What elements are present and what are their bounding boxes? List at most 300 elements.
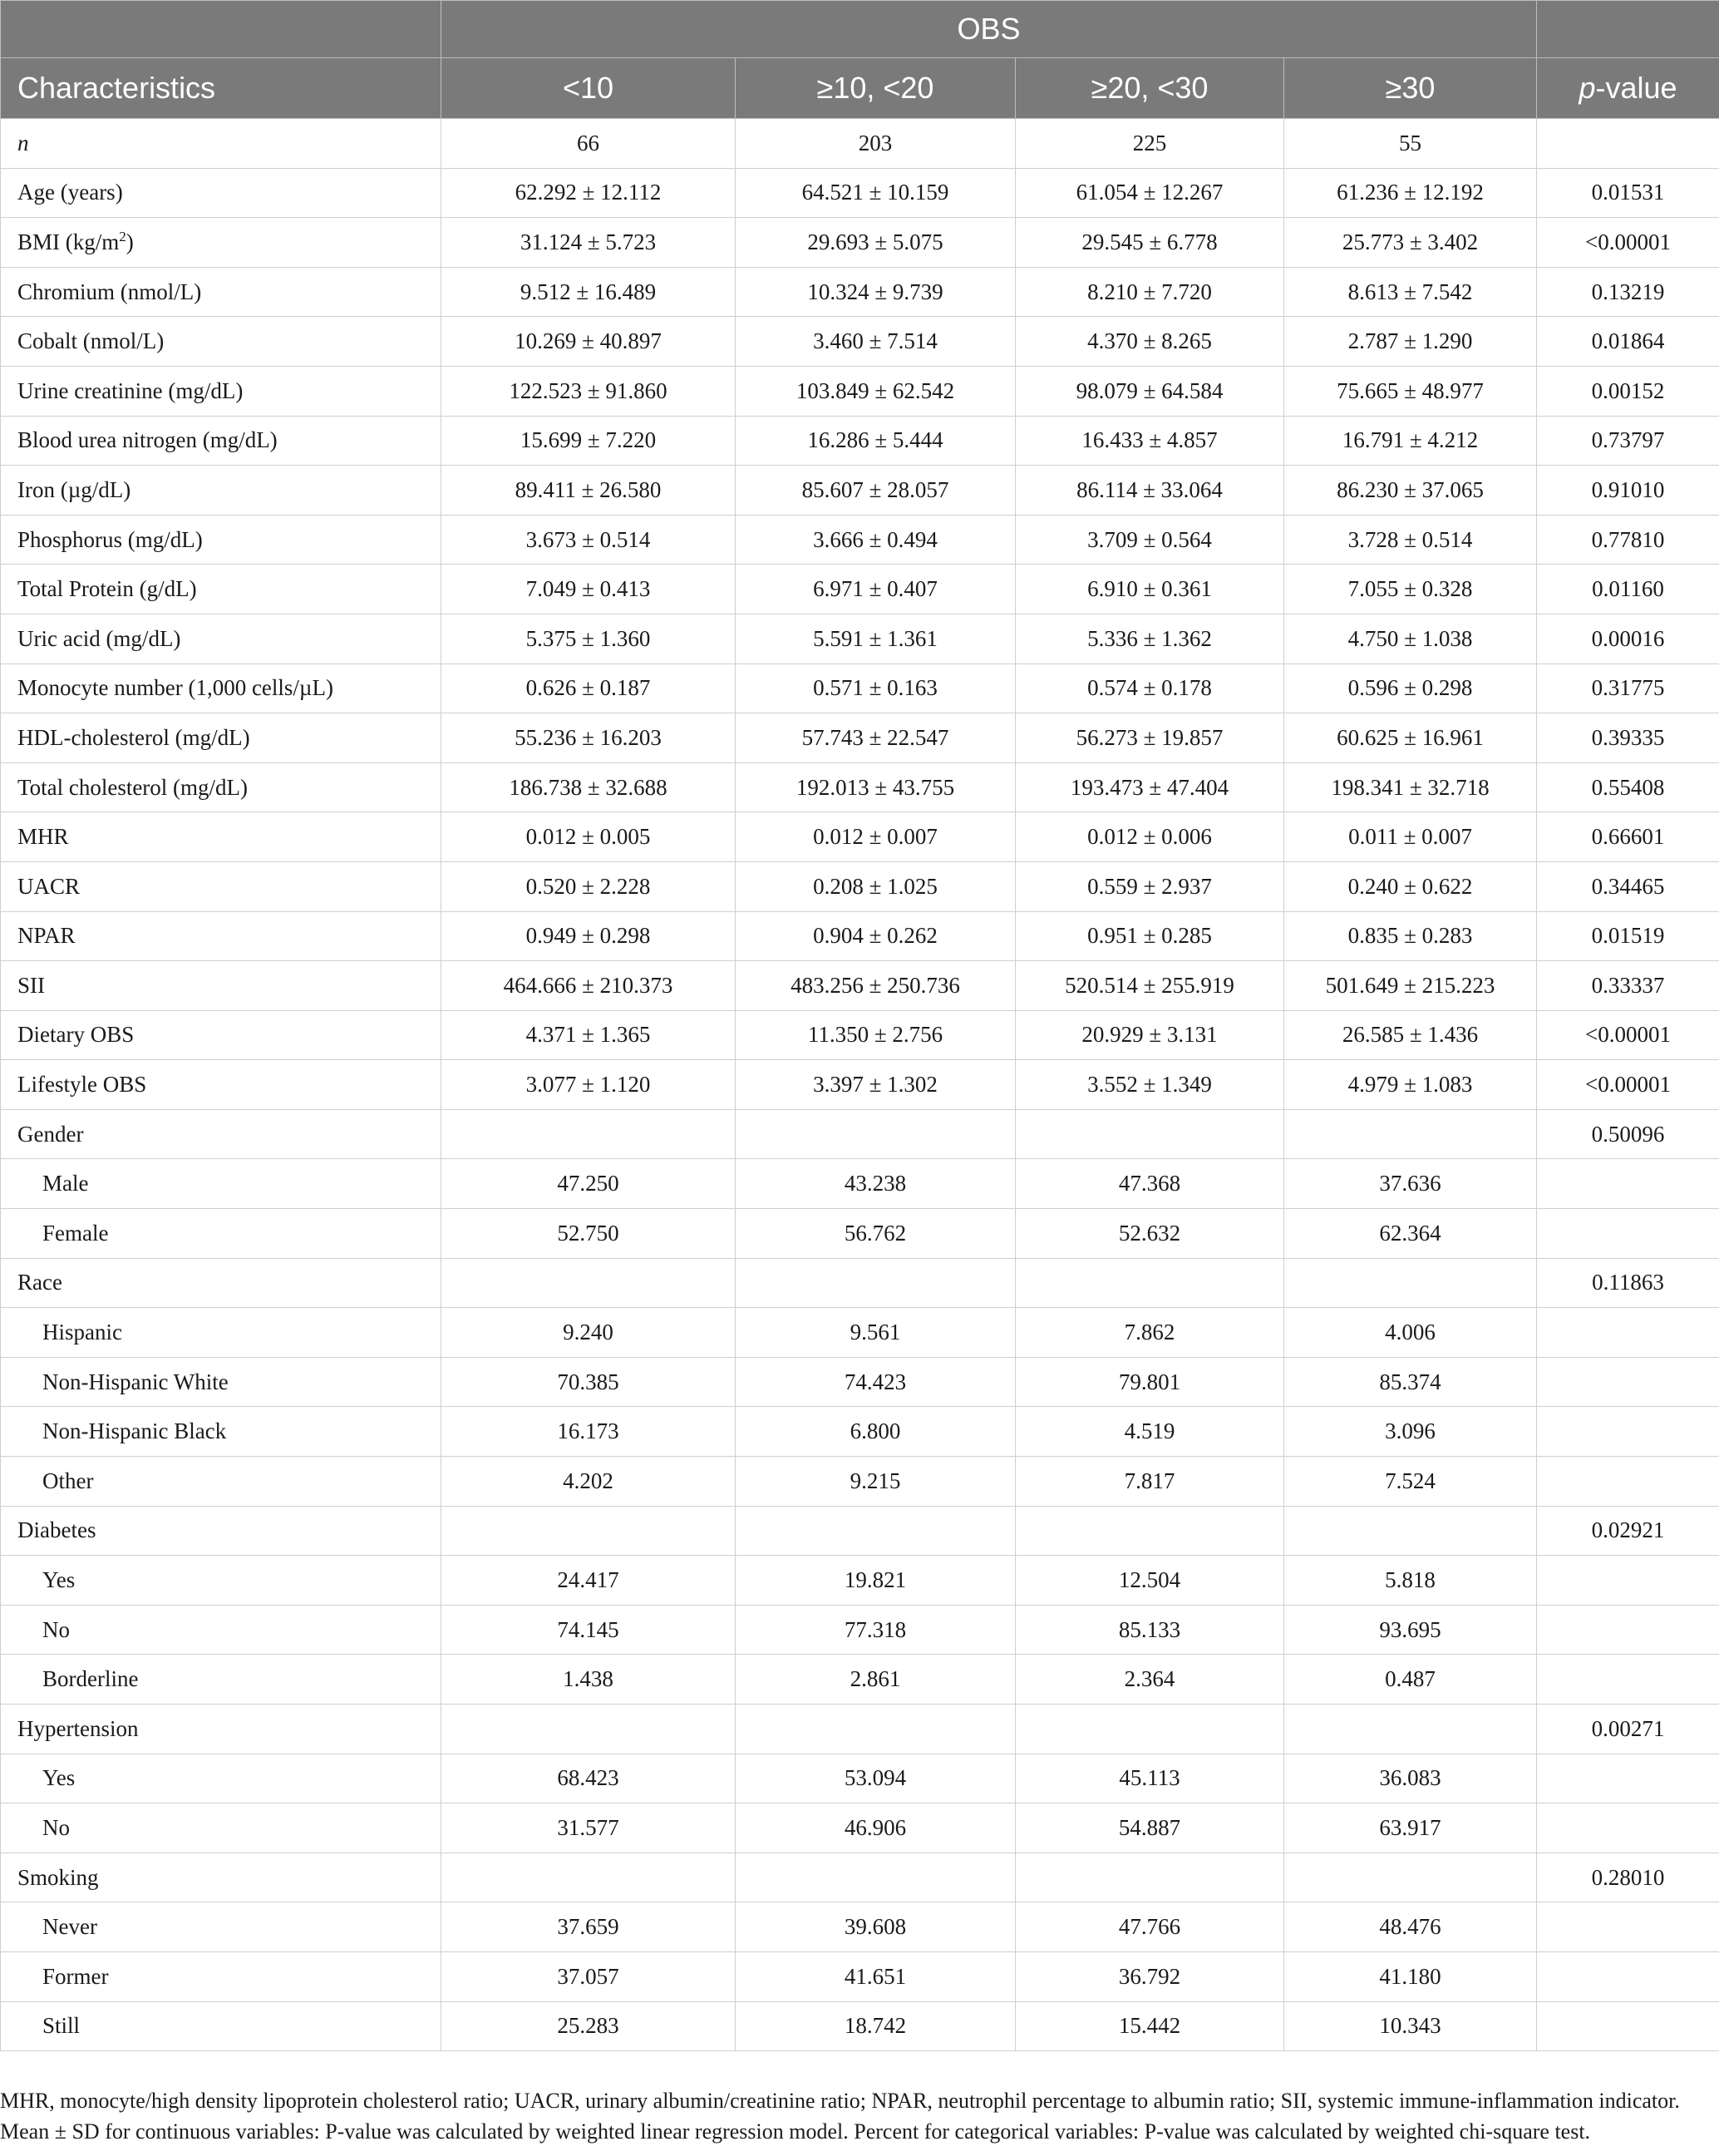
cell-obs-ge30 xyxy=(1284,1109,1537,1159)
cell-p-value: 0.33337 xyxy=(1537,961,1719,1011)
cell-obs-lt10: 3.673 ± 0.514 xyxy=(441,515,736,565)
row-label xyxy=(1,911,441,961)
row-label xyxy=(1,1506,441,1556)
cell-obs-ge30: 86.230 ± 37.065 xyxy=(1284,466,1537,516)
cell-obs-lt10: 0.949 ± 0.298 xyxy=(441,911,736,961)
row-label-text: Female xyxy=(42,1220,109,1246)
cell-obs-10-20: 0.904 ± 0.262 xyxy=(736,911,1016,961)
cell-obs-20-30: 47.766 xyxy=(1016,1902,1284,1952)
cell-obs-lt10 xyxy=(441,1258,736,1308)
row-label-text: BMI (kg/m xyxy=(17,229,120,255)
row-label xyxy=(1,664,441,713)
cell-p-value xyxy=(1537,119,1719,169)
row-label-text: Cobalt (nmol/L) xyxy=(17,328,165,354)
row-label-text: Other xyxy=(42,1468,94,1493)
cell-p-value: 0.13219 xyxy=(1537,267,1719,317)
table-row xyxy=(1,1902,1719,1952)
cell-obs-lt10: 0.012 ± 0.005 xyxy=(441,812,736,862)
cell-obs-10-20 xyxy=(736,1705,1016,1754)
header-group-label: OBS xyxy=(441,1,1537,58)
cell-obs-ge30 xyxy=(1284,1705,1537,1754)
table-row xyxy=(1,1506,1719,1556)
cell-obs-10-20: 43.238 xyxy=(736,1159,1016,1209)
cell-obs-20-30: 8.210 ± 7.720 xyxy=(1016,267,1284,317)
table-row xyxy=(1,2001,1719,2051)
cell-obs-20-30: 0.951 ± 0.285 xyxy=(1016,911,1284,961)
cell-obs-10-20: 5.591 ± 1.361 xyxy=(736,614,1016,664)
row-label-text: Dietary OBS xyxy=(17,1022,135,1048)
cell-obs-10-20: 57.743 ± 22.547 xyxy=(736,713,1016,763)
cell-obs-ge30: 63.917 xyxy=(1284,1803,1537,1853)
cell-p-value: <0.00001 xyxy=(1537,218,1719,268)
cell-obs-ge30: 41.180 xyxy=(1284,1951,1537,2001)
cell-p-value: 0.77810 xyxy=(1537,515,1719,565)
cell-obs-10-20: 0.571 ± 0.163 xyxy=(736,664,1016,713)
cell-obs-lt10: 70.385 xyxy=(441,1357,736,1407)
table-footnote: MHR, monocyte/high density lipoprotein cholesterol ratio; UACR, urinary albumin/creatinine ratio; NPAR, neutrophil percentage to albumin ratio; SII, systemic immune-inflammation indicator. Mean ± SD for continuous variables: P-value was calculated by weighted linear regression model. Percent for categorical variables: P-value was calculated by weighted chi-square test. xyxy=(0,2089,1680,2144)
table-row xyxy=(1,1803,1719,1853)
cell-obs-lt10: 68.423 xyxy=(441,1754,736,1803)
table-row xyxy=(1,515,1719,565)
cell-obs-10-20: 6.971 ± 0.407 xyxy=(736,565,1016,614)
cell-p-value: 0.00016 xyxy=(1537,614,1719,664)
cell-obs-20-30: 98.079 ± 64.584 xyxy=(1016,366,1284,416)
cell-obs-ge30: 0.240 ± 0.622 xyxy=(1284,861,1537,911)
cell-obs-ge30: 501.649 ± 215.223 xyxy=(1284,961,1537,1011)
cell-obs-ge30: 26.585 ± 1.436 xyxy=(1284,1010,1537,1060)
cell-obs-lt10: 37.057 xyxy=(441,1951,736,2001)
row-label-text: Yes xyxy=(42,1567,76,1593)
row-label-text: Urine creatinine (mg/dL) xyxy=(17,377,244,403)
cell-obs-lt10: 74.145 xyxy=(441,1605,736,1655)
row-label xyxy=(1,366,441,416)
cell-obs-ge30: 55 xyxy=(1284,119,1537,169)
cell-obs-ge30: 93.695 xyxy=(1284,1605,1537,1655)
row-label-text: UACR xyxy=(17,873,81,899)
cell-obs-20-30: 56.273 ± 19.857 xyxy=(1016,713,1284,763)
header-obs-20-30: ≥20, <30 xyxy=(1016,58,1284,119)
cell-obs-lt10: 37.659 xyxy=(441,1902,736,1952)
row-label-text: Male xyxy=(42,1171,89,1196)
cell-obs-ge30: 3.728 ± 0.514 xyxy=(1284,515,1537,565)
row-label-text: Total cholesterol (mg/dL) xyxy=(17,774,249,800)
row-label-suffix: ) xyxy=(126,229,134,255)
header-obs-lt10: <10 xyxy=(441,58,736,119)
cell-obs-10-20: 9.561 xyxy=(736,1308,1016,1358)
table-row xyxy=(1,1258,1719,1308)
cell-p-value xyxy=(1537,1951,1719,2001)
row-label-text: Monocyte number (1,000 cells/µL) xyxy=(17,675,333,701)
header-columns-row xyxy=(1,58,1719,119)
row-label xyxy=(1,1357,441,1407)
row-label-text: Iron (µg/dL) xyxy=(17,476,131,502)
cell-obs-10-20: 3.397 ± 1.302 xyxy=(736,1060,1016,1110)
table-row xyxy=(1,1407,1719,1457)
cell-obs-lt10 xyxy=(441,1853,736,1902)
table-row xyxy=(1,317,1719,367)
cell-p-value: 0.91010 xyxy=(1537,466,1719,516)
table-row xyxy=(1,1060,1719,1110)
cell-obs-ge30: 4.750 ± 1.038 xyxy=(1284,614,1537,664)
cell-obs-ge30: 62.364 xyxy=(1284,1209,1537,1259)
header-p-value: p-value xyxy=(1537,58,1719,119)
cell-obs-lt10: 25.283 xyxy=(441,2001,736,2051)
cell-obs-20-30 xyxy=(1016,1853,1284,1902)
cell-obs-10-20: 29.693 ± 5.075 xyxy=(736,218,1016,268)
cell-p-value xyxy=(1537,1308,1719,1358)
cell-obs-10-20: 192.013 ± 43.755 xyxy=(736,762,1016,812)
row-label xyxy=(1,466,441,516)
cell-obs-10-20: 56.762 xyxy=(736,1209,1016,1259)
cell-obs-20-30: 0.012 ± 0.006 xyxy=(1016,812,1284,862)
table-row xyxy=(1,911,1719,961)
cell-p-value xyxy=(1537,1407,1719,1457)
header-characteristics: Characteristics xyxy=(1,58,441,119)
cell-obs-20-30: 15.442 xyxy=(1016,2001,1284,2051)
row-label xyxy=(1,1605,441,1655)
cell-p-value: 0.34465 xyxy=(1537,861,1719,911)
cell-obs-ge30: 3.096 xyxy=(1284,1407,1537,1457)
cell-obs-20-30: 193.473 ± 47.404 xyxy=(1016,762,1284,812)
row-label xyxy=(1,1407,441,1457)
cell-obs-ge30: 198.341 ± 32.718 xyxy=(1284,762,1537,812)
table-body xyxy=(1,119,1719,2051)
row-label-text: No xyxy=(42,1814,70,1840)
cell-p-value: 0.55408 xyxy=(1537,762,1719,812)
cell-p-value xyxy=(1537,1605,1719,1655)
row-label-text: Smoking xyxy=(17,1864,99,1890)
cell-p-value: 0.00152 xyxy=(1537,366,1719,416)
row-label xyxy=(1,317,441,367)
row-label xyxy=(1,713,441,763)
row-label-text: Non-Hispanic Black xyxy=(42,1418,227,1444)
cell-obs-ge30: 8.613 ± 7.542 xyxy=(1284,267,1537,317)
row-label-text: SII xyxy=(17,972,45,998)
row-label-text: Hispanic xyxy=(42,1320,122,1345)
header-p-value-text: p xyxy=(1579,71,1596,105)
cell-p-value: <0.00001 xyxy=(1537,1010,1719,1060)
row-label-text: n xyxy=(17,130,29,155)
cell-obs-lt10: 5.375 ± 1.360 xyxy=(441,614,736,664)
cell-obs-ge30 xyxy=(1284,1506,1537,1556)
row-label xyxy=(1,2001,441,2051)
table-row xyxy=(1,1951,1719,2001)
cell-obs-lt10: 31.577 xyxy=(441,1803,736,1853)
cell-obs-20-30: 225 xyxy=(1016,119,1284,169)
cell-obs-10-20 xyxy=(736,1109,1016,1159)
row-label-text: Hypertension xyxy=(17,1715,139,1741)
cell-obs-ge30: 37.636 xyxy=(1284,1159,1537,1209)
cell-obs-20-30: 79.801 xyxy=(1016,1357,1284,1407)
cell-obs-10-20: 3.460 ± 7.514 xyxy=(736,317,1016,367)
cell-p-value xyxy=(1537,1902,1719,1952)
cell-obs-20-30: 3.709 ± 0.564 xyxy=(1016,515,1284,565)
row-label-text: Total Protein (g/dL) xyxy=(17,576,197,602)
cell-obs-lt10: 55.236 ± 16.203 xyxy=(441,713,736,763)
cell-obs-20-30: 52.632 xyxy=(1016,1209,1284,1259)
cell-obs-20-30: 0.574 ± 0.178 xyxy=(1016,664,1284,713)
cell-obs-lt10: 66 xyxy=(441,119,736,169)
row-label-text: Phosphorus (mg/dL) xyxy=(17,526,203,552)
cell-obs-lt10: 0.626 ± 0.187 xyxy=(441,664,736,713)
cell-obs-lt10: 0.520 ± 2.228 xyxy=(441,861,736,911)
cell-obs-20-30: 2.364 xyxy=(1016,1655,1284,1705)
row-label xyxy=(1,1060,441,1110)
cell-obs-lt10: 7.049 ± 0.413 xyxy=(441,565,736,614)
cell-p-value xyxy=(1537,1457,1719,1507)
cell-obs-20-30: 16.433 ± 4.857 xyxy=(1016,416,1284,466)
row-label xyxy=(1,1109,441,1159)
cell-obs-ge30: 4.979 ± 1.083 xyxy=(1284,1060,1537,1110)
row-label-text: Never xyxy=(42,1914,97,1940)
cell-p-value xyxy=(1537,2001,1719,2051)
row-label xyxy=(1,267,441,317)
row-label xyxy=(1,1705,441,1754)
row-label xyxy=(1,1209,441,1259)
table-row xyxy=(1,664,1719,713)
table-row xyxy=(1,762,1719,812)
cell-obs-20-30: 45.113 xyxy=(1016,1754,1284,1803)
row-label xyxy=(1,1902,441,1952)
cell-obs-20-30: 29.545 ± 6.778 xyxy=(1016,218,1284,268)
table-row xyxy=(1,861,1719,911)
cell-obs-10-20: 41.651 xyxy=(736,1951,1016,2001)
cell-obs-10-20: 64.521 ± 10.159 xyxy=(736,168,1016,218)
cell-obs-ge30: 7.524 xyxy=(1284,1457,1537,1507)
cell-obs-10-20 xyxy=(736,1258,1016,1308)
cell-obs-ge30: 36.083 xyxy=(1284,1754,1537,1803)
row-label xyxy=(1,218,441,268)
cell-obs-ge30: 16.791 ± 4.212 xyxy=(1284,416,1537,466)
cell-p-value: 0.00271 xyxy=(1537,1705,1719,1754)
cell-obs-lt10: 15.699 ± 7.220 xyxy=(441,416,736,466)
cell-obs-ge30: 85.374 xyxy=(1284,1357,1537,1407)
row-label-text: Borderline xyxy=(42,1666,139,1692)
cell-obs-lt10: 9.240 xyxy=(441,1308,736,1358)
table-row xyxy=(1,267,1719,317)
row-label-text: Still xyxy=(42,2013,81,2039)
cell-p-value: <0.00001 xyxy=(1537,1060,1719,1110)
cell-p-value xyxy=(1537,1357,1719,1407)
row-label-text: Chromium (nmol/L) xyxy=(17,279,202,304)
cell-obs-ge30: 0.011 ± 0.007 xyxy=(1284,812,1537,862)
row-label xyxy=(1,1556,441,1606)
row-label-text: Lifestyle OBS xyxy=(17,1072,147,1098)
table-row xyxy=(1,1705,1719,1754)
row-label xyxy=(1,1457,441,1507)
table-row xyxy=(1,1457,1719,1507)
cell-obs-lt10: 16.173 xyxy=(441,1407,736,1457)
cell-obs-20-30: 7.862 xyxy=(1016,1308,1284,1358)
row-label xyxy=(1,861,441,911)
table-row xyxy=(1,416,1719,466)
cell-obs-ge30 xyxy=(1284,1853,1537,1902)
cell-obs-lt10: 31.124 ± 5.723 xyxy=(441,218,736,268)
cell-obs-lt10: 52.750 xyxy=(441,1209,736,1259)
cell-obs-20-30: 4.370 ± 8.265 xyxy=(1016,317,1284,367)
row-label-text: Uric acid (mg/dL) xyxy=(17,625,181,651)
table-row xyxy=(1,1357,1719,1407)
cell-obs-20-30: 6.910 ± 0.361 xyxy=(1016,565,1284,614)
cell-obs-20-30: 7.817 xyxy=(1016,1457,1284,1507)
row-label xyxy=(1,416,441,466)
cell-obs-lt10: 3.077 ± 1.120 xyxy=(441,1060,736,1110)
cell-obs-ge30: 0.596 ± 0.298 xyxy=(1284,664,1537,713)
table-row xyxy=(1,1754,1719,1803)
row-label xyxy=(1,1258,441,1308)
row-label xyxy=(1,565,441,614)
header-empty-right xyxy=(1537,1,1719,58)
row-label-text: No xyxy=(42,1616,70,1642)
row-label xyxy=(1,1754,441,1803)
cell-p-value: 0.11863 xyxy=(1537,1258,1719,1308)
cell-obs-ge30: 48.476 xyxy=(1284,1902,1537,1952)
table-row xyxy=(1,1605,1719,1655)
cell-obs-10-20: 74.423 xyxy=(736,1357,1016,1407)
cell-obs-ge30: 10.343 xyxy=(1284,2001,1537,2051)
cell-obs-10-20: 77.318 xyxy=(736,1605,1016,1655)
cell-obs-20-30: 5.336 ± 1.362 xyxy=(1016,614,1284,664)
cell-obs-ge30: 2.787 ± 1.290 xyxy=(1284,317,1537,367)
cell-obs-10-20: 9.215 xyxy=(736,1457,1016,1507)
cell-obs-20-30: 0.559 ± 2.937 xyxy=(1016,861,1284,911)
row-label-text: MHR xyxy=(17,824,69,850)
cell-obs-20-30: 20.929 ± 3.131 xyxy=(1016,1010,1284,1060)
cell-p-value: 0.31775 xyxy=(1537,664,1719,713)
cell-obs-lt10 xyxy=(441,1109,736,1159)
cell-p-value xyxy=(1537,1556,1719,1606)
table-row xyxy=(1,812,1719,862)
row-label-text: HDL-cholesterol (mg/dL) xyxy=(17,724,250,750)
row-label-text: Non-Hispanic White xyxy=(42,1369,229,1394)
cell-obs-10-20: 103.849 ± 62.542 xyxy=(736,366,1016,416)
cell-p-value: 0.39335 xyxy=(1537,713,1719,763)
cell-obs-ge30: 75.665 ± 48.977 xyxy=(1284,366,1537,416)
table-row xyxy=(1,1010,1719,1060)
cell-obs-10-20: 2.861 xyxy=(736,1655,1016,1705)
cell-obs-lt10: 186.738 ± 32.688 xyxy=(441,762,736,812)
cell-p-value: 0.28010 xyxy=(1537,1853,1719,1902)
cell-obs-10-20: 483.256 ± 250.736 xyxy=(736,961,1016,1011)
row-label xyxy=(1,1655,441,1705)
cell-p-value: 0.01864 xyxy=(1537,317,1719,367)
header-obs-ge30: ≥30 xyxy=(1284,58,1537,119)
cell-obs-10-20: 0.012 ± 0.007 xyxy=(736,812,1016,862)
cell-obs-10-20: 53.094 xyxy=(736,1754,1016,1803)
table-row xyxy=(1,1655,1719,1705)
cell-obs-10-20: 85.607 ± 28.057 xyxy=(736,466,1016,516)
row-label-text: Age (years) xyxy=(17,180,123,205)
cell-obs-lt10: 24.417 xyxy=(441,1556,736,1606)
row-label xyxy=(1,1951,441,2001)
table-row xyxy=(1,366,1719,416)
cell-obs-20-30: 85.133 xyxy=(1016,1605,1284,1655)
cell-p-value xyxy=(1537,1754,1719,1803)
cell-obs-10-20: 3.666 ± 0.494 xyxy=(736,515,1016,565)
cell-obs-lt10 xyxy=(441,1705,736,1754)
cell-obs-ge30: 60.625 ± 16.961 xyxy=(1284,713,1537,763)
table-row xyxy=(1,1159,1719,1209)
cell-p-value xyxy=(1537,1655,1719,1705)
cell-obs-ge30: 0.835 ± 0.283 xyxy=(1284,911,1537,961)
row-label xyxy=(1,119,441,169)
cell-obs-lt10 xyxy=(441,1506,736,1556)
table-row xyxy=(1,713,1719,763)
cell-obs-ge30: 5.818 xyxy=(1284,1556,1537,1606)
cell-p-value: 0.01160 xyxy=(1537,565,1719,614)
cell-obs-20-30: 54.887 xyxy=(1016,1803,1284,1853)
cell-obs-lt10: 47.250 xyxy=(441,1159,736,1209)
cell-obs-20-30: 12.504 xyxy=(1016,1556,1284,1606)
table-row xyxy=(1,168,1719,218)
row-label xyxy=(1,1803,441,1853)
cell-p-value: 0.01531 xyxy=(1537,168,1719,218)
cell-obs-20-30: 61.054 ± 12.267 xyxy=(1016,168,1284,218)
cell-p-value: 0.66601 xyxy=(1537,812,1719,862)
cell-p-value xyxy=(1537,1803,1719,1853)
header-group-row xyxy=(1,1,1719,58)
cell-obs-20-30 xyxy=(1016,1258,1284,1308)
table-row xyxy=(1,1109,1719,1159)
table-row xyxy=(1,614,1719,664)
row-label-text: Yes xyxy=(42,1765,76,1791)
cell-obs-10-20: 11.350 ± 2.756 xyxy=(736,1010,1016,1060)
table-row xyxy=(1,1556,1719,1606)
row-label-text: Race xyxy=(17,1270,62,1295)
row-label xyxy=(1,1853,441,1902)
row-label xyxy=(1,168,441,218)
row-label xyxy=(1,961,441,1011)
table-row xyxy=(1,218,1719,268)
table-row xyxy=(1,466,1719,516)
cell-obs-10-20: 16.286 ± 5.444 xyxy=(736,416,1016,466)
cell-obs-10-20 xyxy=(736,1853,1016,1902)
table-row xyxy=(1,961,1719,1011)
row-label xyxy=(1,1010,441,1060)
row-label-text: Former xyxy=(42,1963,109,1989)
cell-obs-lt10: 4.371 ± 1.365 xyxy=(441,1010,736,1060)
cell-obs-10-20: 46.906 xyxy=(736,1803,1016,1853)
cell-p-value: 0.73797 xyxy=(1537,416,1719,466)
cell-obs-20-30 xyxy=(1016,1109,1284,1159)
cell-p-value xyxy=(1537,1209,1719,1259)
cell-obs-lt10: 122.523 ± 91.860 xyxy=(441,366,736,416)
cell-obs-10-20: 18.742 xyxy=(736,2001,1016,2051)
cell-obs-20-30: 36.792 xyxy=(1016,1951,1284,2001)
cell-obs-ge30 xyxy=(1284,1258,1537,1308)
table-row xyxy=(1,1209,1719,1259)
row-label xyxy=(1,762,441,812)
table-row xyxy=(1,1853,1719,1902)
cell-obs-lt10: 9.512 ± 16.489 xyxy=(441,267,736,317)
cell-obs-lt10: 4.202 xyxy=(441,1457,736,1507)
cell-p-value: 0.02921 xyxy=(1537,1506,1719,1556)
row-label xyxy=(1,614,441,664)
row-label xyxy=(1,812,441,862)
cell-p-value: 0.50096 xyxy=(1537,1109,1719,1159)
row-label-text: Diabetes xyxy=(17,1517,96,1543)
row-label xyxy=(1,1159,441,1209)
row-label-text: NPAR xyxy=(17,923,76,949)
table-header xyxy=(1,1,1719,119)
row-label-text: Blood urea nitrogen (mg/dL) xyxy=(17,427,278,453)
table-row xyxy=(1,565,1719,614)
header-empty-left xyxy=(1,1,441,58)
cell-obs-lt10: 464.666 ± 210.373 xyxy=(441,961,736,1011)
cell-obs-10-20: 10.324 ± 9.739 xyxy=(736,267,1016,317)
cell-p-value: 0.01519 xyxy=(1537,911,1719,961)
cell-obs-ge30: 4.006 xyxy=(1284,1308,1537,1358)
